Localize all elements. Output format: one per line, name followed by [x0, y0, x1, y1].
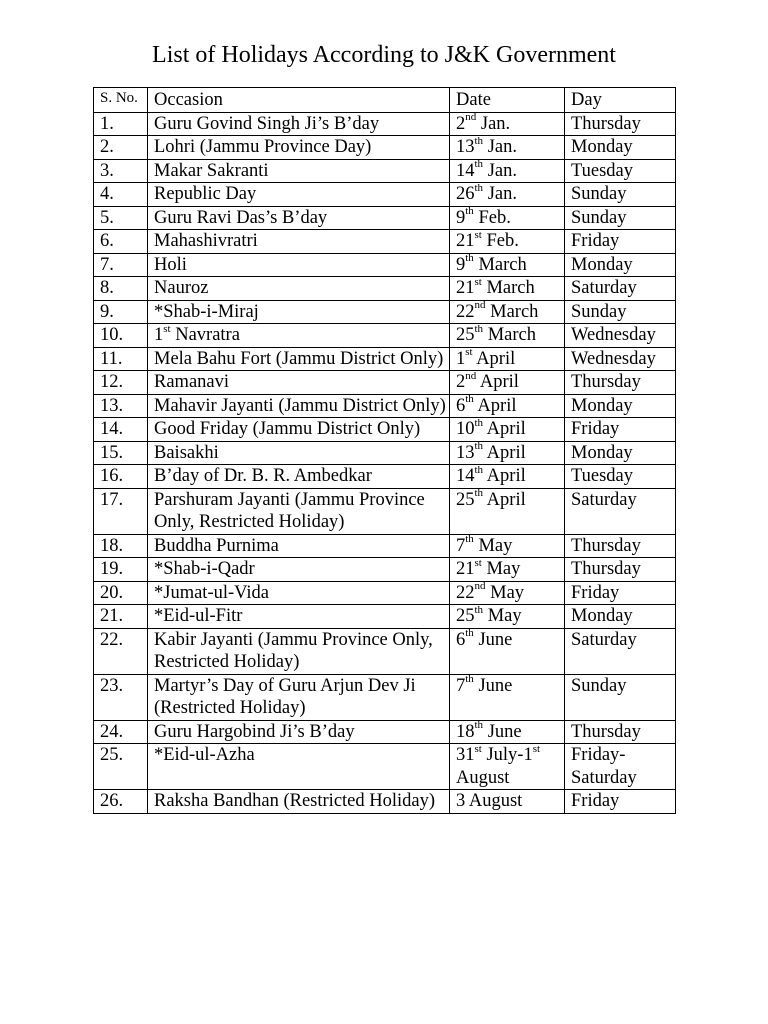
date-number: 10 [456, 419, 475, 439]
date-number: 25 [456, 325, 475, 345]
date-month: Jan. [483, 137, 517, 157]
date-number: 22 [456, 582, 475, 603]
cell-date [450, 300, 565, 324]
date-month: April [483, 442, 526, 463]
date-number: 9 [456, 207, 466, 228]
date-suffix: st [474, 228, 482, 241]
cell-occasion: Raksha Bandhan (Restricted Holiday) [148, 790, 450, 814]
date-number: 2 [456, 372, 466, 392]
occasion-text: Navratra [170, 325, 240, 345]
cell-day: Wednesday [565, 324, 676, 348]
date-suffix: th [465, 673, 474, 686]
cell-date [450, 558, 565, 582]
cell-occasion: Republic Day [148, 183, 450, 207]
date-number: 2 [456, 113, 466, 134]
table-row [94, 159, 676, 183]
holiday-table [93, 87, 676, 814]
date-month: May [483, 606, 522, 626]
table-row [94, 277, 676, 301]
header-date: Date [450, 88, 565, 113]
date-number: 13 [456, 442, 475, 463]
cell-date [450, 159, 565, 183]
date-month: Jan. [483, 184, 517, 204]
date-month: 3 August [456, 791, 523, 811]
table-row [94, 720, 676, 744]
cell-day: Friday [565, 581, 676, 605]
date-suffix: nd [465, 111, 477, 124]
cell-date [450, 441, 565, 465]
date-suffix: st [465, 346, 473, 359]
date-month: Jan. [483, 160, 517, 181]
date-month: March [481, 278, 535, 298]
cell-sno: 13. [94, 394, 148, 418]
date-number: 21 [456, 559, 475, 579]
cell-sno: 1. [94, 112, 148, 136]
cell-date [450, 605, 565, 629]
date-number: 7 [456, 535, 466, 556]
cell-date [450, 136, 565, 160]
table-row [94, 300, 676, 324]
date-month: April [483, 466, 526, 486]
cell-day: Saturday [565, 488, 676, 534]
date-month: Feb. [473, 207, 511, 228]
cell-occasion: Baisakhi [148, 441, 450, 465]
cell-sno: 25. [94, 744, 148, 790]
date-suffix: th [465, 533, 474, 546]
date-suffix: st [474, 742, 482, 755]
cell-sno: 12. [94, 371, 148, 395]
table-header-row [94, 88, 676, 113]
date-month: April [472, 348, 516, 369]
cell-date [450, 347, 565, 371]
cell-occasion: *Shab-i-Miraj [148, 300, 450, 324]
cell-day: Thursday [565, 112, 676, 136]
cell-day: Wednesday [565, 347, 676, 371]
cell-occasion: Martyr’s Day of Guru Arjun Dev Ji (Restricted Holiday) [148, 674, 450, 720]
table-row [94, 230, 676, 254]
table-row [94, 206, 676, 230]
cell-sno: 11. [94, 347, 148, 371]
header-sno: S. No. [94, 88, 148, 113]
cell-date [450, 418, 565, 442]
date-number: 1 [456, 348, 466, 369]
cell-date [450, 581, 565, 605]
cell-day: Sunday [565, 183, 676, 207]
date-number: 7 [456, 675, 466, 696]
table-body [94, 112, 676, 813]
date-suffix: th [474, 322, 484, 335]
cell-sno: 17. [94, 488, 148, 534]
cell-occasion: Mahavir Jayanti (Jammu District Only) [148, 394, 450, 418]
header-day: Day [565, 88, 676, 113]
cell-sno: 4. [94, 183, 148, 207]
cell-day: Thursday [565, 371, 676, 395]
cell-day: Monday [565, 136, 676, 160]
table-row [94, 136, 676, 160]
cell-occasion: Parshuram Jayanti (Jammu Province Only, Restricted Holiday) [148, 488, 450, 534]
date-month-2: August [456, 767, 510, 788]
cell-sno: 19. [94, 558, 148, 582]
cell-occasion: Mela Bahu Fort (Jammu District Only) [148, 347, 450, 371]
cell-day: Sunday [565, 674, 676, 720]
date-suffix: th [465, 393, 474, 406]
cell-occasion: Guru Hargobind Ji’s B’day [148, 720, 450, 744]
date-number: 14 [456, 160, 475, 181]
table-row [94, 628, 676, 674]
date-suffix: th [465, 205, 474, 218]
cell-occasion: Makar Sakranti [148, 159, 450, 183]
date-month: April [473, 395, 517, 416]
cell-sno: 3. [94, 159, 148, 183]
cell-date [450, 488, 565, 534]
date-month: July-1 [481, 745, 533, 765]
cell-day: Saturday [565, 277, 676, 301]
date-month: June [483, 721, 522, 742]
cell-day: Sunday [565, 300, 676, 324]
cell-sno: 24. [94, 720, 148, 744]
cell-sno: 7. [94, 253, 148, 277]
date-month: April [483, 489, 526, 510]
date-number: 21 [456, 278, 475, 298]
cell-sno: 26. [94, 790, 148, 814]
cell-occasion: Buddha Purnima [148, 534, 450, 558]
cell-occasion [148, 324, 450, 348]
date-month: June [473, 629, 513, 650]
date-suffix: th [465, 252, 474, 265]
cell-date [450, 720, 565, 744]
date-month: May [485, 582, 525, 603]
cell-sno: 6. [94, 230, 148, 254]
table-row [94, 790, 676, 814]
date-month: April [483, 419, 526, 439]
cell-date [450, 371, 565, 395]
cell-sno: 14. [94, 418, 148, 442]
cell-day: Saturday [565, 628, 676, 674]
date-number: 25 [456, 606, 475, 626]
date-suffix: th [474, 134, 484, 147]
cell-sno: 22. [94, 628, 148, 674]
table-row [94, 441, 676, 465]
date-month: May [473, 535, 513, 556]
date-suffix: th [474, 603, 484, 616]
date-month: March [485, 301, 539, 322]
header-occasion: Occasion [148, 88, 450, 113]
cell-date [450, 253, 565, 277]
date-suffix: nd [474, 580, 486, 593]
occasion-number: 1 [154, 325, 164, 345]
cell-day: Friday [565, 230, 676, 254]
cell-sno: 20. [94, 581, 148, 605]
cell-day: Tuesday [565, 159, 676, 183]
cell-date [450, 534, 565, 558]
cell-sno: 15. [94, 441, 148, 465]
date-number: 21 [456, 231, 475, 251]
cell-sno: 10. [94, 324, 148, 348]
date-month: May [481, 559, 521, 579]
cell-date [450, 324, 565, 348]
cell-day: Monday [565, 441, 676, 465]
date-suffix: th [474, 440, 484, 453]
date-month: March [483, 325, 536, 345]
table-row [94, 253, 676, 277]
table-row [94, 371, 676, 395]
cell-day: Monday [565, 253, 676, 277]
date-number: 6 [456, 629, 466, 650]
cell-sno: 18. [94, 534, 148, 558]
date-month: June [473, 675, 513, 696]
cell-occasion: *Shab-i-Qadr [148, 558, 450, 582]
cell-day: Friday [565, 790, 676, 814]
cell-occasion: Holi [148, 253, 450, 277]
cell-date [450, 277, 565, 301]
table-row [94, 394, 676, 418]
date-suffix: th [474, 463, 484, 476]
date-number: 25 [456, 489, 475, 510]
occasion-suffix: st [163, 322, 171, 335]
cell-sno: 5. [94, 206, 148, 230]
table-row [94, 183, 676, 207]
cell-occasion: Mahashivratri [148, 230, 450, 254]
cell-occasion: *Eid-ul-Azha [148, 744, 450, 790]
date-suffix: th [465, 627, 474, 640]
cell-date [450, 674, 565, 720]
cell-sno: 9. [94, 300, 148, 324]
table-row [94, 465, 676, 489]
date-number: 14 [456, 466, 475, 486]
cell-date [450, 183, 565, 207]
cell-occasion: Nauroz [148, 277, 450, 301]
cell-date [450, 230, 565, 254]
table-row [94, 488, 676, 534]
date-suffix: th [474, 719, 484, 732]
date-suffix: st [474, 556, 482, 569]
date-number: 22 [456, 301, 475, 322]
cell-date [450, 628, 565, 674]
date-suffix: th [474, 487, 484, 500]
cell-date [450, 465, 565, 489]
cell-occasion: *Eid-ul-Fitr [148, 605, 450, 629]
table-row [94, 605, 676, 629]
cell-occasion: Good Friday (Jammu District Only) [148, 418, 450, 442]
cell-occasion: *Jumat-ul-Vida [148, 581, 450, 605]
cell-day: Tuesday [565, 465, 676, 489]
cell-day: Sunday [565, 206, 676, 230]
cell-date [450, 790, 565, 814]
cell-day: Thursday [565, 534, 676, 558]
date-suffix-2: st [532, 742, 541, 755]
date-suffix: th [474, 181, 484, 194]
table-row [94, 347, 676, 371]
date-month: April [476, 372, 519, 392]
cell-occasion: Lohri (Jammu Province Day) [148, 136, 450, 160]
date-suffix: th [474, 158, 484, 171]
table-row [94, 418, 676, 442]
date-suffix: nd [465, 369, 477, 382]
cell-day: Monday [565, 605, 676, 629]
cell-occasion: Ramanavi [148, 371, 450, 395]
date-number: 9 [456, 254, 466, 275]
date-month: Jan. [476, 113, 511, 134]
cell-occasion: Kabir Jayanti (Jammu Province Only, Restricted Holiday) [148, 628, 450, 674]
table-row [94, 324, 676, 348]
date-suffix: st [474, 275, 482, 288]
cell-day: Friday-Saturday [565, 744, 676, 790]
cell-date [450, 112, 565, 136]
cell-sno: 8. [94, 277, 148, 301]
cell-occasion: B’day of Dr. B. R. Ambedkar [148, 465, 450, 489]
cell-day: Thursday [565, 558, 676, 582]
cell-occasion: Guru Ravi Das’s B’day [148, 206, 450, 230]
date-number: 26 [456, 184, 475, 204]
date-month: Feb. [481, 231, 519, 251]
cell-date [450, 744, 565, 790]
date-number: 31 [456, 745, 475, 765]
date-number: 13 [456, 137, 475, 157]
date-suffix: th [474, 416, 484, 429]
cell-sno: 16. [94, 465, 148, 489]
date-suffix: nd [474, 299, 486, 312]
cell-day: Friday [565, 418, 676, 442]
table-row [94, 558, 676, 582]
cell-sno: 21. [94, 605, 148, 629]
table-row [94, 112, 676, 136]
cell-occasion: Guru Govind Singh Ji’s B’day [148, 112, 450, 136]
cell-date [450, 206, 565, 230]
page-title: List of Holidays According to J&K Government [152, 42, 616, 68]
table-row [94, 674, 676, 720]
date-month: March [473, 254, 527, 275]
cell-day: Monday [565, 394, 676, 418]
table-row [94, 744, 676, 790]
cell-date [450, 394, 565, 418]
table-row [94, 534, 676, 558]
date-number: 18 [456, 721, 475, 742]
cell-sno: 2. [94, 136, 148, 160]
cell-sno: 23. [94, 674, 148, 720]
table-row [94, 581, 676, 605]
date-number: 6 [456, 395, 466, 416]
cell-day: Thursday [565, 720, 676, 744]
